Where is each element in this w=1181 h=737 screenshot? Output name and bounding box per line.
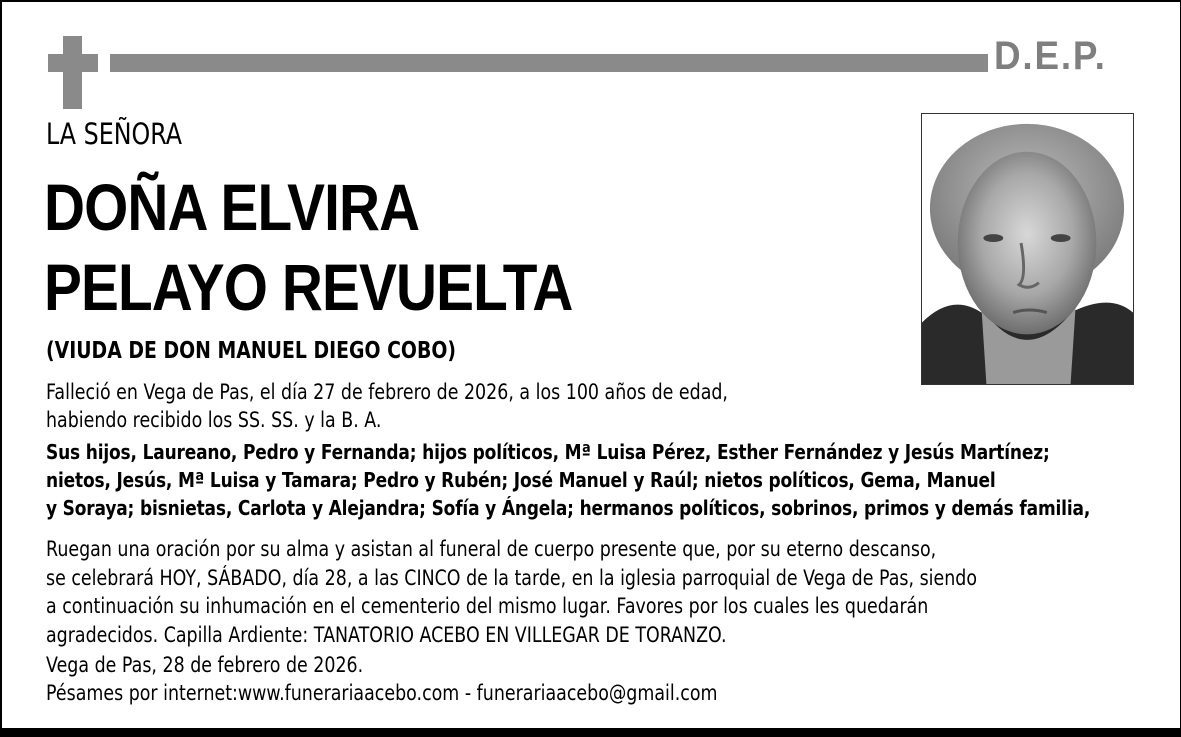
funeral-line: agradecidos. Capilla Ardiente: TANATORIO ACEBO EN VILLEGAR DE TORANZO. <box>46 622 727 647</box>
portrait-image-icon <box>922 114 1133 384</box>
deceased-name-line2: PELAYO REVUELTA <box>44 250 573 324</box>
cross-icon <box>63 36 82 109</box>
funeral-line: se celebrará HOY, SÁBADO, día 28, a las CINCO de la tarde, en la iglesia parroquial de Vega de Pas, siendo <box>46 565 978 590</box>
funeral-line: Ruegan una oración por su alma y asistan al funeral de cuerpo presente que, por su eterno descanso, <box>46 537 937 561</box>
header-rule <box>110 54 988 72</box>
condolences-contact: Pésames por internet:www.funerariaacebo.com - funerariaacebo@gmail.com <box>46 681 718 705</box>
bottom-border-bar <box>0 728 1181 737</box>
place-date: Vega de Pas, 28 de febrero de 2026. <box>46 653 364 677</box>
honorific-prefix: LA SEÑORA <box>46 117 183 151</box>
funeral-line: a continuación su inhumación en el cementerio del mismo lugar. Favores por los cuales les quedarán <box>46 594 929 618</box>
death-notice-line: Falleció en Vega de Pas, el día 27 de febrero de 2026, a los 100 años de edad, <box>46 380 728 404</box>
widow-of: (VIUDA DE DON MANUEL DIEGO COBO) <box>46 338 456 364</box>
family-line: y Soraya; bisnietas, Carlota y Alejandra; Sofía y Ángela; hermanos políticos, sobrinos, primos y demás familia, <box>46 496 1091 520</box>
funeral-details <box>46 535 977 649</box>
cross-icon-arm <box>48 54 98 72</box>
dep-label: D.E.P. <box>994 34 1107 78</box>
family-list <box>46 438 1090 522</box>
footer <box>46 651 717 707</box>
death-notice <box>46 378 728 434</box>
death-notice-line: habiendo recibido los SS. SS. y la B. A. <box>46 408 382 432</box>
portrait-photo <box>921 113 1134 385</box>
deceased-name-line1: DOÑA ELVIRA <box>44 170 420 244</box>
family-line: nietos, Jesús, Mª Luisa y Tamara; Pedro y Rubén; José Manuel y Raúl; nietos políticos, Gema, Manuel <box>46 468 996 492</box>
family-line: Sus hijos, Laureano, Pedro y Fernanda; hijos políticos, Mª Luisa Pérez, Esther Fernández y Jesús Martínez; <box>46 440 1050 464</box>
